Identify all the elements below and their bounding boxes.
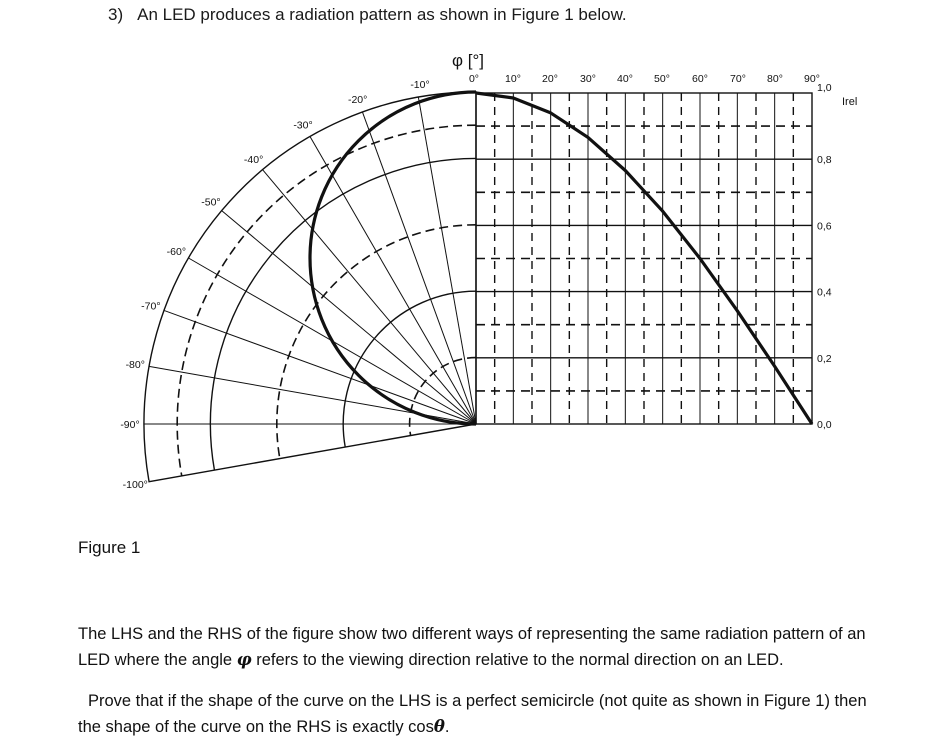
left-tick-label: -60° — [166, 246, 187, 258]
top-tick-label: 10° — [505, 73, 521, 85]
paragraph-prove — [78, 688, 878, 740]
paragraph-lhs-rhs — [78, 621, 878, 673]
top-tick-label: 30° — [580, 73, 596, 85]
paragraph-2-part-b: . — [444, 718, 450, 736]
right-tick-label: 1,0 — [817, 82, 832, 94]
top-tick-label: 40° — [617, 73, 633, 85]
right-tick-label: 0,6 — [817, 220, 832, 233]
phi-axis-label: φ [°] — [452, 51, 484, 70]
polar-radial-line — [222, 211, 476, 424]
theta-symbol: θ — [433, 717, 445, 736]
left-tick-label: -50° — [201, 196, 221, 209]
paragraph-2-part-a: Prove that if the shape of the curve on the LHS is a perfect semicircle (not quite as shown in Figure 1) then the shape of the curve on the RHS is exactly cos — [78, 692, 867, 736]
left-tick-label: -20° — [347, 93, 368, 106]
left-tick-label: -80° — [125, 358, 145, 371]
top-tick-label: 80° — [767, 73, 783, 85]
right-tick-label: 0,8 — [817, 154, 832, 167]
phi-symbol: φ — [236, 650, 252, 669]
top-tick-label: 20° — [542, 73, 558, 85]
right-tick-label: 0,2 — [817, 352, 832, 365]
question-text: An LED produces a radiation pattern as shown in Figure 1 below. — [137, 5, 627, 24]
left-tick-label: -40° — [243, 153, 264, 166]
top-tick-label: 0° — [468, 73, 480, 85]
right-tick-label: 0,0 — [817, 419, 832, 431]
top-tick-label: 90° — [804, 73, 820, 85]
lhs-polar-curve — [310, 92, 476, 424]
left-tick-label: -70° — [141, 300, 161, 313]
irel-axis-label: Irel — [842, 96, 858, 108]
figure-caption: Figure 1 — [78, 538, 141, 557]
question-number: 3) — [108, 5, 124, 24]
left-tick-label: -100° — [122, 479, 148, 492]
left-tick-label: -30° — [293, 119, 313, 132]
paragraph-1-part-a: The LHS and the RHS of the figure show two different ways of representing the same radiation pattern of an LED where the angle — [78, 625, 866, 669]
top-tick-label: -10° — [410, 79, 430, 91]
top-tick-label: 60° — [692, 73, 708, 85]
top-tick-label: 50° — [654, 73, 670, 85]
right-tick-label: 0,4 — [817, 286, 832, 299]
top-tick-label: 70° — [730, 73, 746, 85]
paragraph-1-part-b: refers to the viewing direction relative to the normal direction on an LED. — [251, 651, 784, 669]
left-tick-label: -90° — [120, 419, 140, 431]
